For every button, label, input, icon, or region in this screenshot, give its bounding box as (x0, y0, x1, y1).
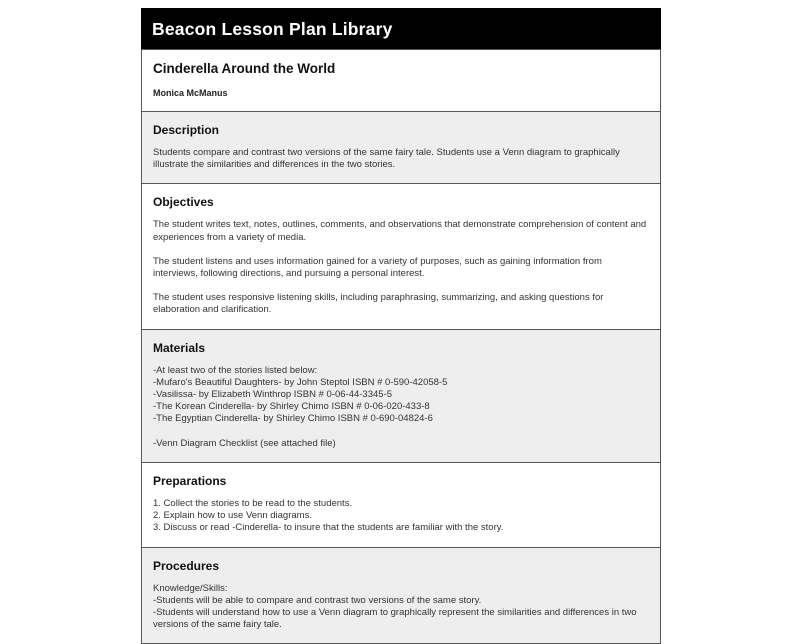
site-header (141, 8, 661, 50)
text-line: 1. Collect the stories to be read to the students. (153, 498, 353, 510)
text-line: 2. Explain how to use Venn diagrams. (153, 510, 312, 522)
text-line (153, 426, 649, 438)
text-line: The student uses responsive listening skills, including paraphrasing, summarizing, and asking questions for elaboration and clarification. (153, 292, 604, 316)
text-line: -The Egyptian Cinderella- by Shirley Chimo ISBN # 0-690-04824-6 (153, 413, 433, 425)
section-body (153, 147, 649, 171)
section-procedures (141, 547, 661, 644)
section-heading: Preparations (153, 474, 227, 489)
text-line: -Venn Diagram Checklist (see attached file) (153, 437, 336, 449)
text-line: -Vasilissa- by Elizabeth Winthrop ISBN # 0-06-44-3345-5 (153, 389, 393, 401)
text-line: Knowledge/Skills: (153, 582, 228, 594)
lesson-author: Monica McManus (153, 88, 228, 98)
text-line: 3. Discuss or read -Cinderella- to insure that the students are familiar with the story. (153, 522, 504, 534)
title-section (141, 49, 661, 112)
text-line: -Mufaro's Beautiful Daughters- by John Steptol ISBN # 0-590-42058-5 (153, 376, 448, 388)
text-line: -The Korean Cinderella- by Shirley Chimo ISBN # 0-06-020-433-8 (153, 401, 430, 413)
section-heading: Procedures (153, 558, 220, 573)
text-line: The student writes text, notes, outlines, comments, and observations that demonstrate comprehension of content and experiences from a variety of media. (153, 219, 647, 243)
text-line: Students compare and contrast two versions of the same fairy tale. Students use a Venn diagram to graphically illustrate the similarities and differences in the two stories. (153, 147, 620, 171)
section-preparations (141, 462, 661, 548)
section-body (153, 498, 649, 535)
text-line: -At least two of the stories listed below: (153, 364, 318, 376)
section-body (153, 219, 649, 316)
section-body (153, 365, 649, 450)
lesson-plan-document (141, 8, 661, 644)
lesson-title: Cinderella Around the World (153, 61, 336, 76)
text-line: -Students will understand how to use a Venn diagram to graphically represent the similarities and differences in two versions of the same fairy tale. (153, 607, 637, 631)
section-heading: Description (153, 123, 220, 137)
section-body (153, 583, 649, 632)
section-objectives (141, 183, 661, 329)
section-heading: Objectives (153, 195, 214, 210)
section-description (141, 111, 661, 184)
site-title: Beacon Lesson Plan Library (152, 18, 393, 39)
text-line: The student listens and uses information gained for a variety of purposes, such as gaining information from interviews, following directions, and pursuing a personal interest. (153, 255, 602, 280)
section-materials (141, 329, 661, 463)
section-heading: Materials (153, 340, 206, 355)
text-line: -Students will be able to compare and contrast two versions of the same story. (153, 594, 482, 606)
